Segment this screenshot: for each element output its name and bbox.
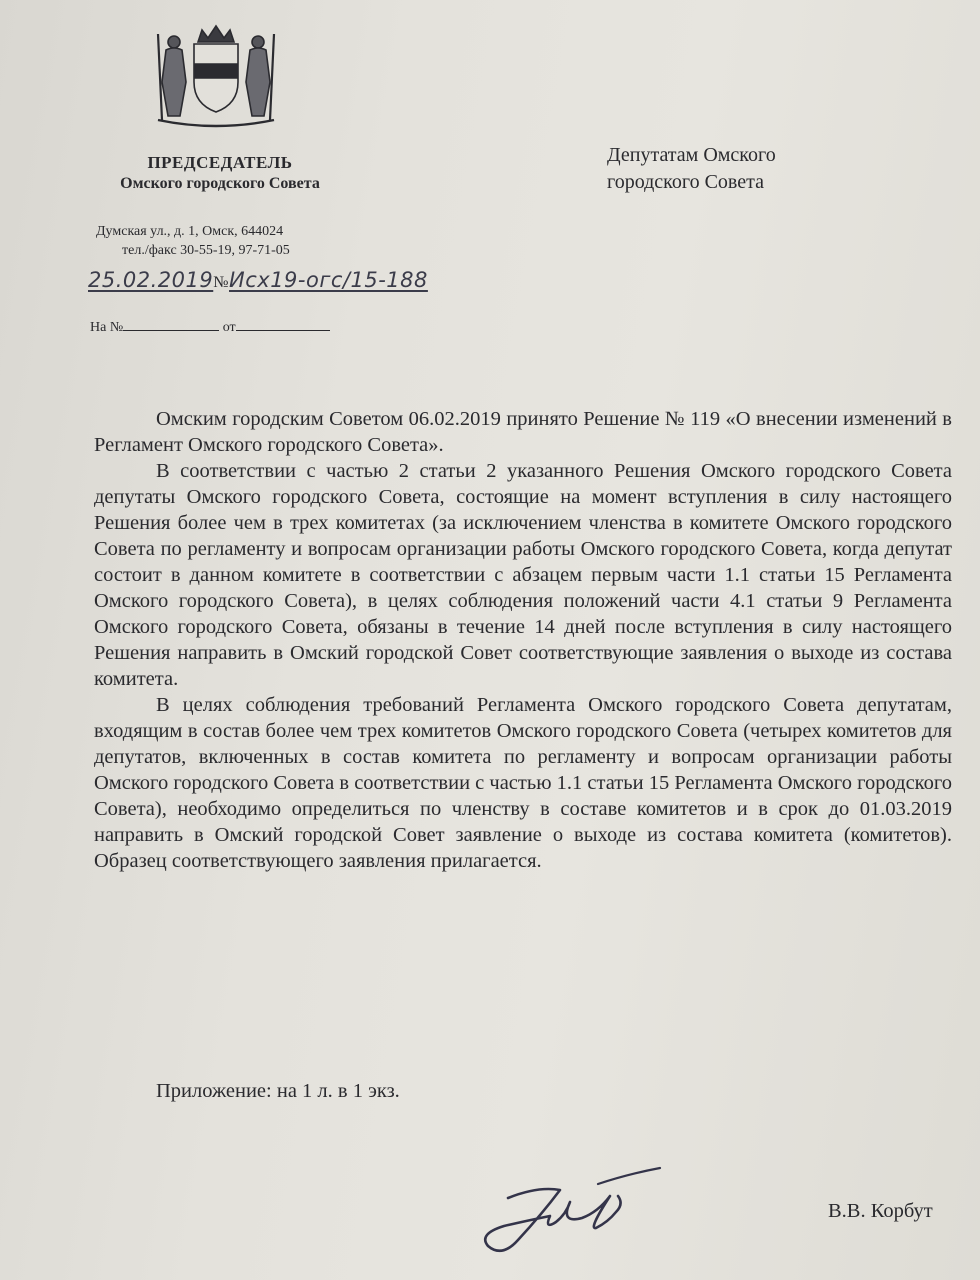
signer-name: В.В. Корбут	[828, 1200, 933, 1222]
reference-number-blank	[123, 318, 219, 331]
reference-date-blank	[236, 318, 330, 331]
registration-number: Исх19-огс/15-188	[229, 268, 428, 292]
body-paragraph: В целях соблюдения требований Регламента Омского городского Совета депутатам, входящим в состав более чем трех комитетов Омского городского Совета (четырех комитетов для депутатов, включенных в состав комитета по регламенту и вопросам организации работы Омского городского Совета в соответствии с частью 1.1 статьи 15 Регламента Омского городского Совета), необходимо определиться по членству в составе комитетов и в срок до 01.03.2019 направить в Омский городской Совет заявление о выходе из состава комитета (комитетов). Образец соответствующего заявления прилагается.	[94, 694, 952, 872]
sender-address	[96, 222, 290, 260]
reference-prefix: На №	[90, 320, 124, 335]
omsk-coat-of-arms-icon	[148, 20, 284, 132]
recipient-block	[607, 142, 776, 196]
handwritten-signature-icon	[448, 1160, 668, 1270]
number-sign: №	[213, 274, 230, 291]
reference-middle: от	[222, 320, 236, 335]
sender-organization: Омского городского Совета	[120, 175, 320, 192]
attachment-note: Приложение: на 1 л. в 1 экз.	[156, 1080, 400, 1102]
sender-block	[70, 152, 370, 194]
letter-body	[94, 406, 952, 874]
recipient-line: городского Совета	[607, 171, 764, 193]
address-line: Думская ул., д. 1, Омск, 644024	[96, 224, 284, 239]
phone-line: тел./факс 30-55-19, 97-71-05	[122, 243, 290, 258]
body-paragraph: Омским городским Советом 06.02.2019 принято Решение № 119 «О внесении изменений в Регламент Омского городского Совета».	[94, 408, 952, 456]
recipient-line: Депутатам Омского	[607, 144, 776, 166]
registration-line	[88, 268, 428, 292]
sender-title: ПРЕДСЕДАТЕЛЬ	[147, 153, 293, 172]
reference-line	[90, 318, 330, 336]
body-paragraph: В соответствии с частью 2 статьи 2 указанного Решения Омского городского Совета депутаты Омского городского Совета, состоящие на момент вступления в силу настоящего Решения более чем в трех комитетах (за исключением членства в комитете Омского городского Совета по регламенту и вопросам организации работы Омского городского Совета, когда депутат состоит в данном комитете в соответствии с абзацем первым части 1.1 статьи 15 Регламента Омского городского Совета), в целях соблюдения положений части 4.1 статьи 9 Регламента Омского городского Совета, обязаны в течение 14 дней после вступления в силу настоящего Решения направить в Омский городской Совет соответствующие заявления о выходе из состава комитета.	[94, 460, 952, 690]
registration-date: 25.02.2019	[88, 268, 214, 292]
